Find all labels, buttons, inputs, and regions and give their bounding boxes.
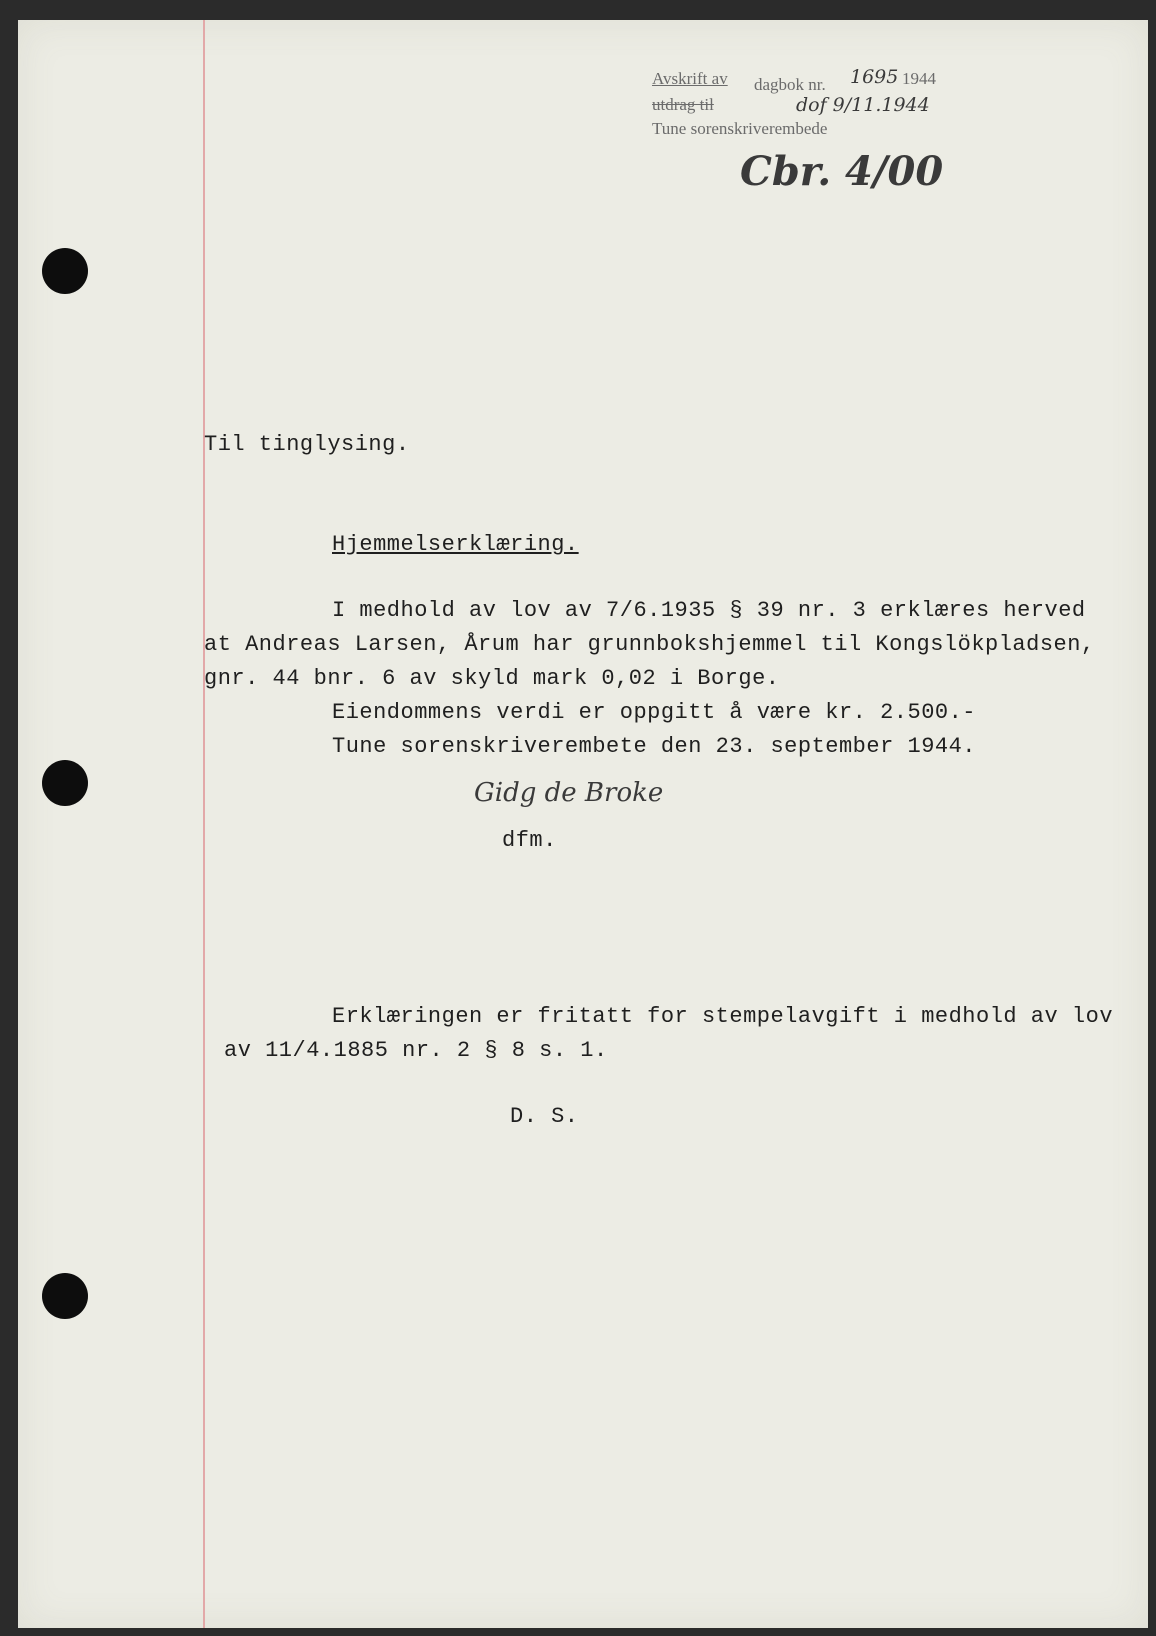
body-line: Eiendommens verdi er oppgitt å være kr. 2.500.- xyxy=(332,700,977,725)
stamp-number: 1695 xyxy=(850,66,899,88)
stamp-avskrift: Avskrift av xyxy=(652,69,728,88)
handwritten-code: Cbr. 4/00 xyxy=(740,148,944,195)
exemption-line: Erklæringen er fritatt for stempelavgift i medhold av lov xyxy=(332,1004,1114,1029)
body-line: Tune sorenskriverembete den 23. september 1944. xyxy=(332,734,977,759)
stamp-date-hand: dof 9/11.1944 xyxy=(796,94,930,116)
signature-title: dfm. xyxy=(502,828,557,853)
document-page xyxy=(18,20,1148,1628)
stamp-dagbok: dagbok nr. xyxy=(754,75,826,94)
body-line: I medhold av lov av 7/6.1935 § 39 nr. 3 erklæres herved xyxy=(332,598,1086,623)
stamp-utdrag: utdrag til xyxy=(652,95,714,114)
stamp-year: 1944 xyxy=(902,69,936,88)
exemption-line: av 11/4.1885 nr. 2 § 8 s. 1. xyxy=(224,1038,608,1063)
body-line: at Andreas Larsen, Årum har grunnbokshjemmel til Kongslökpladsen, xyxy=(204,632,1095,657)
stamp-office: Tune sorenskriverembede xyxy=(652,119,828,138)
punch-hole xyxy=(42,1273,88,1319)
punch-hole xyxy=(42,248,88,294)
heading: Hjemmelserklæring. xyxy=(332,532,579,557)
punch-hole xyxy=(42,760,88,806)
closing: D. S. xyxy=(510,1104,579,1129)
body-line: gnr. 44 bnr. 6 av skyld mark 0,02 i Borge. xyxy=(204,666,780,691)
greeting: Til tinglysing. xyxy=(204,432,410,457)
margin-line xyxy=(203,20,205,1628)
signature: Gidg de Broke xyxy=(474,778,664,808)
